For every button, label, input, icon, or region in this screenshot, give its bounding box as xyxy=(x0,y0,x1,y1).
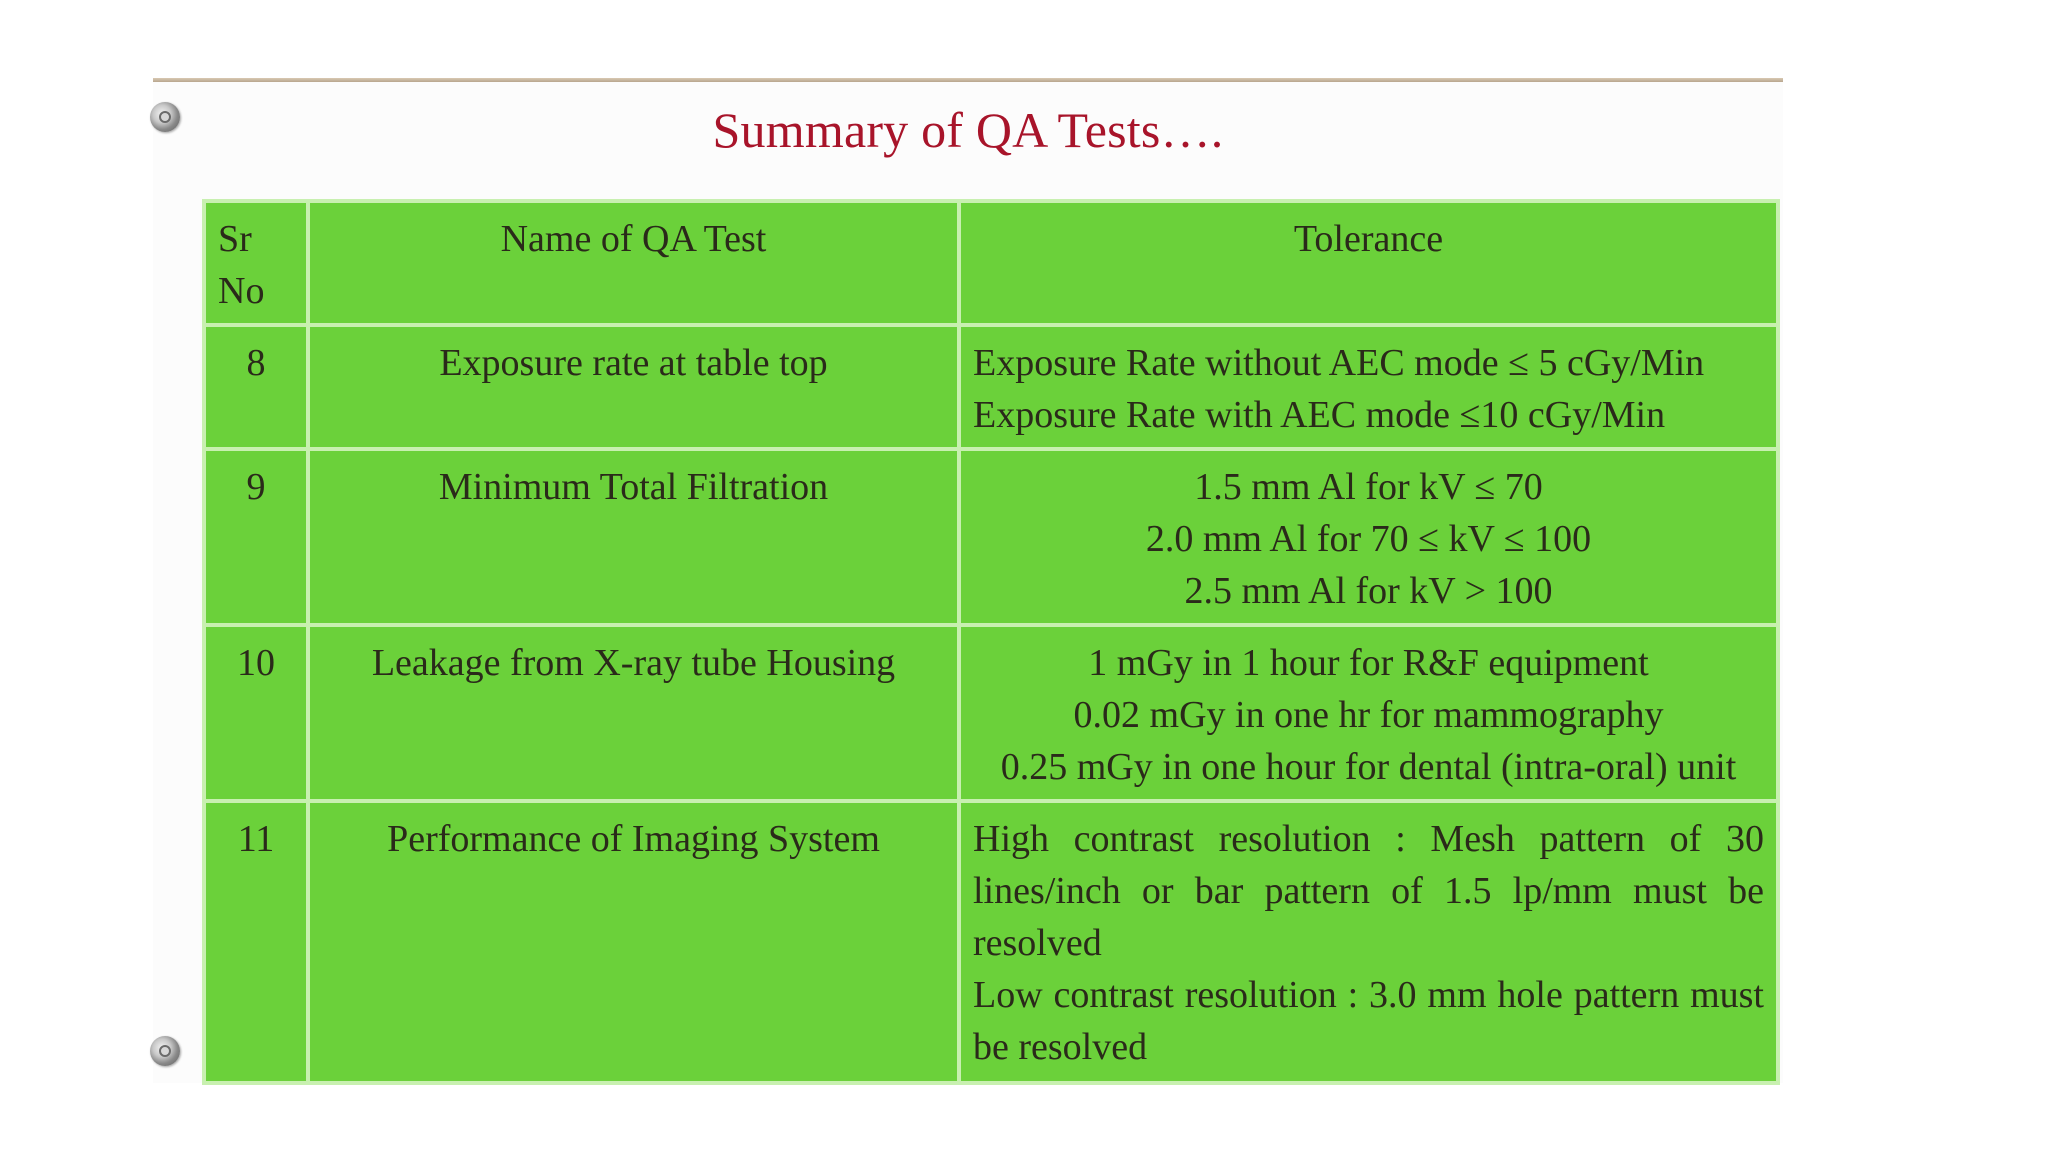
tolerance-line: Exposure Rate without AEC mode ≤ 5 cGy/Min xyxy=(973,342,1705,384)
cell-sr-no: 9 xyxy=(204,449,308,625)
cell-test-name: Minimum Total Filtration xyxy=(308,449,959,625)
table-header-row xyxy=(204,201,1778,325)
cell-sr-no: 10 xyxy=(204,625,308,801)
tolerance-line: 0.25 mGy in one hour for dental (intra-oral) unit xyxy=(1000,746,1737,788)
table-row xyxy=(204,325,1778,449)
slide-top-rule xyxy=(153,78,1783,82)
cell-sr-no: 8 xyxy=(204,325,308,449)
tolerance-line: 2.5 mm Al for kV > 100 xyxy=(1184,570,1553,612)
cell-tolerance xyxy=(959,325,1778,449)
header-sr-no-line-1: Sr xyxy=(218,218,252,260)
header-name: Name of QA Test xyxy=(308,201,959,325)
pin-icon xyxy=(150,1036,180,1066)
tolerance-line: 1 mGy in 1 hour for R&F equipment xyxy=(1088,642,1649,684)
cell-test-name: Exposure rate at table top xyxy=(308,325,959,449)
table-row xyxy=(204,625,1778,801)
table-row xyxy=(204,449,1778,625)
header-sr-no xyxy=(204,201,308,325)
cell-tolerance xyxy=(959,801,1778,1083)
cell-tolerance xyxy=(959,625,1778,801)
tolerance-line: High contrast resolution : Mesh pattern of 30 lines/inch or bar pattern of 1.5 lp/mm must be resolved xyxy=(973,818,1764,964)
cell-tolerance xyxy=(959,449,1778,625)
header-sr-no-line-2: No xyxy=(218,270,265,312)
cell-test-name: Performance of Imaging System xyxy=(308,801,959,1083)
tolerance-line: 1.5 mm Al for kV ≤ 70 xyxy=(1194,466,1543,508)
tolerance-line: 2.0 mm Al for 70 ≤ kV ≤ 100 xyxy=(1145,518,1592,560)
table-row xyxy=(204,801,1778,1083)
slide-title: Summary of QA Tests…. xyxy=(712,102,1224,158)
tolerance-line: Low contrast resolution : 3.0 mm hole pattern must be resolved xyxy=(973,974,1764,1068)
cell-sr-no: 11 xyxy=(204,801,308,1083)
slide xyxy=(153,78,1783,1083)
tolerance-line: Exposure Rate with AEC mode ≤10 cGy/Min xyxy=(973,394,1666,436)
qa-tests-table xyxy=(202,199,1780,1085)
header-tolerance: Tolerance xyxy=(959,201,1778,325)
tolerance-line: 0.02 mGy in one hr for mammography xyxy=(1073,694,1664,736)
cell-test-name: Leakage from X-ray tube Housing xyxy=(308,625,959,801)
